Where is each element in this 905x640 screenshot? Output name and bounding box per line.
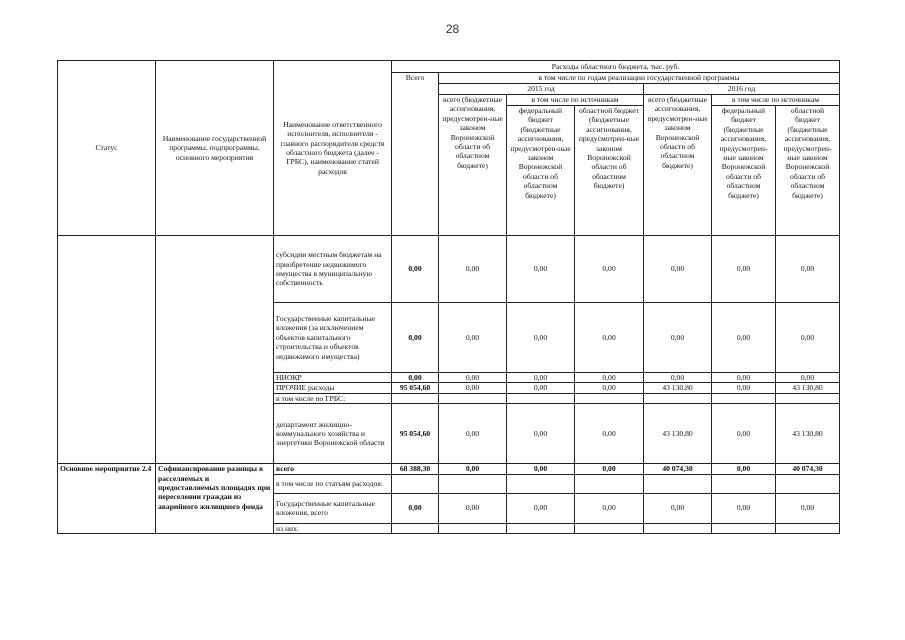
cell-value: 0,00 [712,303,776,373]
header-total: Всего [392,73,439,236]
header-expenses: Расходы областного бюджета, тыс. руб. [392,61,840,73]
cell-value: 0,00 [439,303,507,373]
table-row [58,464,840,474]
cell-value: 40 074,30 [776,464,840,474]
section-status: Основное мероприятие 2.4 [58,464,156,534]
cell-value: 0,00 [507,373,575,383]
cell-value: 43 130,80 [644,383,712,393]
header-2016-federal: федеральный бюджет (бюджетные ассигнования, предусмотрен-ные законом Воронежской области об областном бюджете) [712,106,776,236]
cell-value: 0,00 [644,493,712,523]
header-2015-sources: в том числе по источникам [507,95,644,106]
cell-value: 0,00 [712,373,776,383]
cell-value: 0,00 [507,303,575,373]
budget-table [57,60,840,534]
cell-value: 0,00 [439,404,507,464]
cell-value: 0,00 [507,464,575,474]
cell-total: 0,00 [392,303,439,373]
cell-value: 43 130,80 [776,404,840,464]
cell-value: 0,00 [712,493,776,523]
cell-total: 68 388,30 [392,464,439,474]
header-2015-regional: областной бюджет (бюджетные ассигнования, предусмотрен-ные законом Воронежской области об областном бюджете) [575,106,644,236]
cell-value: 0,00 [439,464,507,474]
row-name: Государственные капитальные вложения (за исключением объектов капитального строительства и объектов недвижимого имущества) [274,303,392,373]
cell-value: 43 130,80 [776,383,840,393]
row-name: в том числе по ГРБС: [274,393,392,403]
row-name: из них: [274,523,392,533]
cell-value: 0,00 [712,404,776,464]
cell-value: 0,00 [507,383,575,393]
page-number: 28 [445,22,460,36]
header-2016-sources: в том числе по источникам [712,95,840,106]
cell-value: 0,00 [644,236,712,303]
cell-value: 0,00 [507,236,575,303]
cell-total: 95 054,60 [392,404,439,464]
cell-value: 0,00 [776,373,840,383]
row-name: департамент жилищно-коммунального хозяйства и энергетики Воронежской области [274,404,392,464]
row-name: всего [274,464,392,474]
cell-value: 0,00 [575,404,644,464]
cell-value: 0,00 [644,303,712,373]
cell-total: 0,00 [392,236,439,303]
status-cell-empty [58,236,156,464]
cell-value: 0,00 [575,236,644,303]
row-name: Государственные капитальные вложения, всего [274,493,392,523]
program-cell-empty [156,236,274,464]
cell-value: 0,00 [439,493,507,523]
cell-value: 0,00 [644,373,712,383]
header-program-name: Наименование государственной программы, подпрограммы, основного мероприятия [156,61,274,236]
cell-value: 0,00 [575,383,644,393]
header-executor: Наименование ответственного исполнителя, исполнителя - главного распорядителя средств областного бюджета (далее - ГРБС), наименование статей расходов [274,61,392,236]
cell-value: 0,00 [575,464,644,474]
row-name: субсидии местным бюджетам на приобретение недвижимого имущества в муниципальную собственность [274,236,392,303]
cell-total: 0,00 [392,373,439,383]
cell-value: 40 074,30 [644,464,712,474]
cell-value: 0,00 [575,493,644,523]
section-name: Софинансирование разницы в расселяемых и предоставляемых площадях при переселении граждан из аварийного жилищного фонда [156,464,274,534]
row-name: ПРОЧИЕ расходы [274,383,392,393]
table-row [58,236,840,303]
header-2015-total: всего (бюджетные ассигнования, предусмотрен-ные законом Воронежской области об областном бюджете) [439,95,507,236]
cell-value: 0,00 [439,373,507,383]
cell-value: 0,00 [439,383,507,393]
cell-value: 0,00 [575,373,644,383]
row-name: НИОКР [274,373,392,383]
cell-value: 0,00 [439,236,507,303]
cell-value: 0,00 [712,236,776,303]
header-2016-total: всего (бюджетные ассигнования, предусмотрен-ные законом Воронежской области об областном бюджете) [644,95,712,236]
cell-value: 0,00 [712,464,776,474]
cell-total: 95 054,60 [392,383,439,393]
cell-value: 43 130,80 [644,404,712,464]
cell-total: 0,00 [392,493,439,523]
cell-value: 0,00 [776,493,840,523]
header-year-2015: 2015 год [439,84,644,95]
cell-value: 0,00 [575,303,644,373]
header-status: Статус [58,61,156,236]
cell-value: 0,00 [507,404,575,464]
cell-value: 0,00 [776,303,840,373]
row-name: в том числе по статьям расходов: [274,474,392,493]
header-2016-regional: областной бюджет (бюджетные ассигнования, предусмотрен-ные законом Воронежской области об областном бюджете) [776,106,840,236]
header-by-years: в том числе по годам реализации государственной программы [439,73,840,84]
cell-value: 0,00 [712,383,776,393]
header-2015-federal: федеральный бюджет (бюджетные ассигнования, предусмотрен-ные законом Воронежской области об областном бюджете) [507,106,575,236]
header-year-2016: 2016 год [644,84,840,95]
cell-value: 0,00 [776,236,840,303]
cell-value: 0,00 [507,493,575,523]
